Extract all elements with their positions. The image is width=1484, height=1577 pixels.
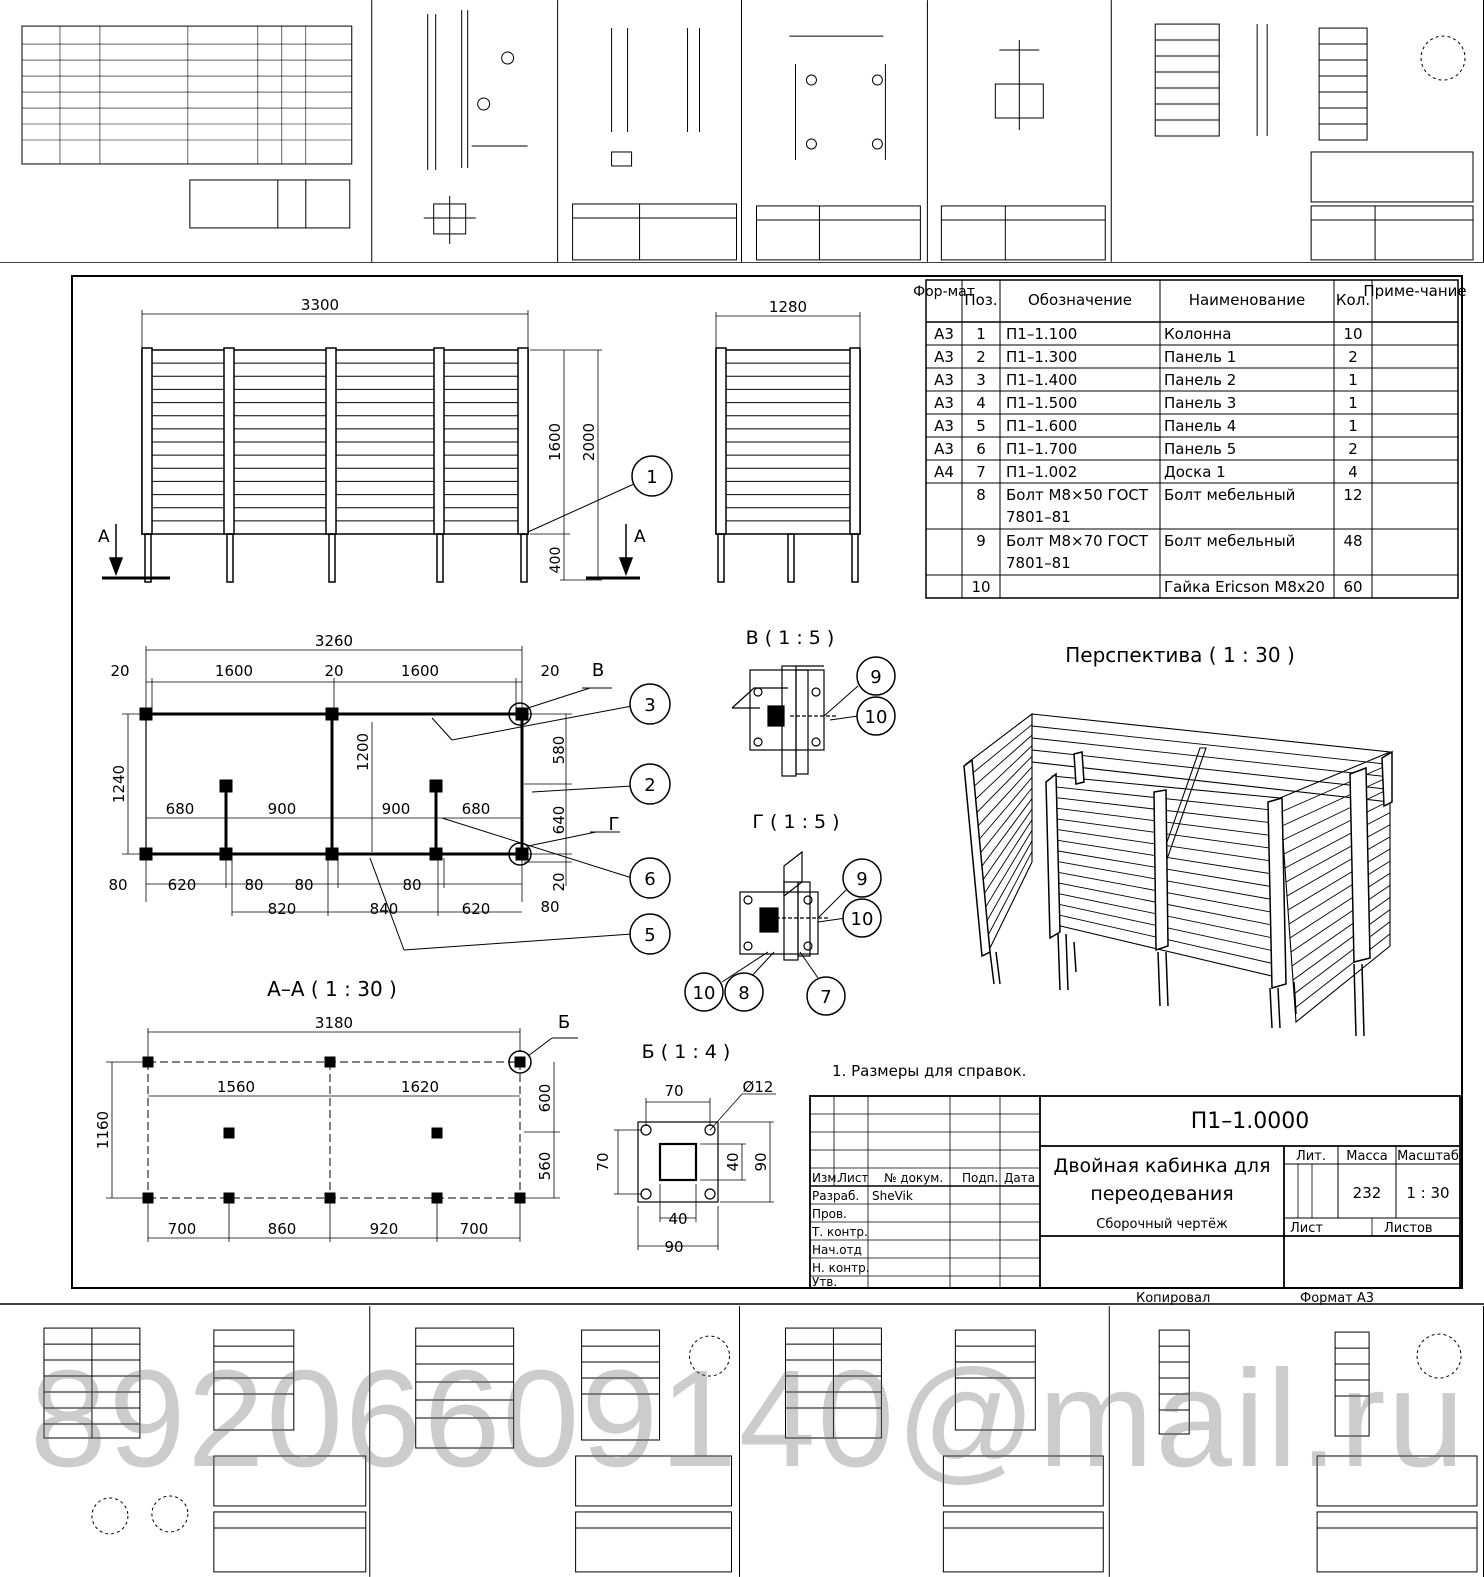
spec-cell-code: П1–1.400: [1006, 371, 1078, 389]
svg-text:580: 580: [550, 735, 568, 765]
svg-text:7: 7: [820, 987, 832, 1008]
svg-text:1240: 1240: [110, 764, 128, 804]
svg-text:840: 840: [369, 900, 399, 918]
spec-cell-format: A3: [934, 348, 954, 366]
spec-cell-name: Панель 4: [1164, 417, 1237, 435]
svg-text:10: 10: [850, 909, 874, 930]
spec-cell-format: A4: [934, 463, 954, 481]
spec-cell-pos: 7: [976, 463, 986, 481]
svg-text:640: 640: [550, 805, 568, 835]
spec-cell-qty: 48: [1343, 532, 1363, 550]
spec-cell-name: Колонна: [1164, 325, 1232, 343]
detail-b-title: Б ( 1 : 4 ): [641, 1041, 731, 1063]
front-dim-leg: 400: [548, 546, 564, 574]
svg-text:Приме-чание: Приме-чание: [1363, 282, 1467, 300]
svg-text:1160: 1160: [94, 1110, 112, 1150]
spec-cell-code: Болт М8×70 ГОСТ 7801–81: [1006, 532, 1149, 572]
drawing-code: П1–1.0000: [1190, 1109, 1310, 1134]
spec-cell-qty: 10: [1343, 325, 1363, 343]
spec-cell-name: Панель 1: [1164, 348, 1237, 366]
spec-cell-name: Панель 5: [1164, 440, 1237, 458]
svg-text:Листов: Листов: [1384, 1221, 1433, 1236]
contact-watermark: 89206609140@mail.ru: [30, 1342, 1467, 1496]
spec-cell-qty: 2: [1348, 440, 1358, 458]
spec-cell-code: П1–1.300: [1006, 348, 1078, 366]
detail-mark-b: Б: [557, 1012, 571, 1033]
detail-v-title: В ( 1 : 5 ): [745, 627, 835, 649]
svg-text:3180: 3180: [314, 1014, 354, 1032]
svg-text:80: 80: [108, 876, 128, 894]
svg-text:20: 20: [540, 662, 560, 680]
spec-cell-name: Болт мебельный: [1164, 486, 1296, 504]
spec-cell-code: П1–1.600: [1006, 417, 1078, 435]
svg-text:90: 90: [664, 1238, 684, 1256]
svg-text:20: 20: [110, 662, 130, 680]
svg-text:820: 820: [267, 900, 297, 918]
spec-cell-name: Болт мебельный: [1164, 532, 1296, 550]
svg-text:1600: 1600: [214, 662, 254, 680]
svg-text:40: 40: [724, 1152, 742, 1172]
svg-text:9: 9: [870, 667, 882, 688]
svg-text:Масса: Масса: [1346, 1149, 1388, 1164]
svg-text:Лист: Лист: [838, 1171, 869, 1185]
spec-cell-format: A3: [934, 371, 954, 389]
svg-text:№ докум.: № докум.: [884, 1171, 944, 1185]
spec-cell-qty: 60: [1343, 578, 1363, 596]
mass-value: 232: [1352, 1184, 1382, 1202]
spec-cell-code: Болт М8×50 ГОСТ 7801–81: [1006, 486, 1149, 526]
spec-cell-pos: 10: [971, 578, 991, 596]
svg-text:700: 700: [459, 1220, 489, 1238]
spec-cell-pos: 4: [976, 394, 986, 412]
drawing-name-line2: переодевания: [1090, 1183, 1234, 1205]
svg-text:9: 9: [856, 869, 868, 890]
svg-text:20: 20: [550, 872, 568, 892]
svg-text:Подп.: Подп.: [962, 1171, 999, 1185]
svg-text:Фор-мат: Фор-мат: [913, 284, 975, 300]
svg-text:Копировал: Копировал: [1136, 1291, 1211, 1306]
svg-text:Ø12: Ø12: [742, 1078, 774, 1096]
drawing-subtitle: Сборочный чертёж: [1096, 1217, 1228, 1232]
svg-text:70: 70: [664, 1082, 684, 1100]
svg-text:80: 80: [294, 876, 314, 894]
svg-text:560: 560: [536, 1151, 554, 1181]
svg-text:3: 3: [644, 695, 656, 716]
svg-text:3260: 3260: [314, 632, 354, 650]
spec-cell-name: Гайка Ericson М8х20: [1164, 578, 1325, 596]
svg-text:Формат А3: Формат А3: [1300, 1291, 1375, 1306]
svg-text:1620: 1620: [400, 1078, 440, 1096]
svg-text:80: 80: [540, 898, 560, 916]
svg-text:80: 80: [402, 876, 422, 894]
thumbnail-strip-top: [0, 0, 1484, 262]
svg-text:40: 40: [668, 1210, 688, 1228]
spec-cell-code: П1–1.500: [1006, 394, 1078, 412]
svg-text:900: 900: [381, 800, 411, 818]
spec-cell-qty: 4: [1348, 463, 1358, 481]
svg-text:Н. контр.: Н. контр.: [812, 1261, 870, 1275]
svg-text:Поз.: Поз.: [964, 291, 998, 309]
side-dim-width: 1280: [768, 298, 808, 316]
front-dim-total-height: 2000: [580, 422, 598, 462]
svg-text:1200: 1200: [354, 732, 372, 772]
svg-text:Пров.: Пров.: [812, 1207, 847, 1221]
spec-cell-pos: 6: [976, 440, 986, 458]
front-dim-panel-height: 1600: [546, 422, 564, 462]
svg-text:700: 700: [167, 1220, 197, 1238]
svg-text:620: 620: [461, 900, 491, 918]
svg-text:Разраб.: Разраб.: [812, 1189, 860, 1203]
detail-mark-v: В: [591, 660, 605, 681]
svg-text:Кол.: Кол.: [1335, 291, 1371, 309]
svg-text:600: 600: [536, 1083, 554, 1113]
detail-mark-g: Г: [608, 814, 620, 835]
spec-cell-qty: 12: [1343, 486, 1363, 504]
spec-cell-format: A3: [934, 417, 954, 435]
spec-cell-format: A3: [934, 440, 954, 458]
drawing-name-line1: Двойная кабинка для: [1053, 1155, 1271, 1177]
svg-text:680: 680: [165, 800, 195, 818]
spec-cell-pos: 3: [976, 371, 986, 389]
svg-text:900: 900: [267, 800, 297, 818]
spec-cell-pos: 1: [976, 325, 986, 343]
svg-text:860: 860: [267, 1220, 297, 1238]
section-mark-left: А: [98, 527, 110, 547]
spec-cell-code: П1–1.700: [1006, 440, 1078, 458]
spec-cell-qty: 1: [1348, 371, 1358, 389]
svg-text:10: 10: [864, 707, 888, 728]
spec-cell-pos: 9: [976, 532, 986, 550]
svg-text:8: 8: [738, 983, 750, 1004]
spec-cell-qty: 1: [1348, 394, 1358, 412]
spec-cell-qty: 2: [1348, 348, 1358, 366]
svg-text:680: 680: [461, 800, 491, 818]
svg-text:Нач.отд: Нач.отд: [812, 1243, 862, 1257]
svg-text:Т. контр.: Т. контр.: [812, 1225, 868, 1239]
svg-text:90: 90: [752, 1152, 770, 1172]
front-dim-width: 3300: [300, 296, 340, 314]
spec-cell-format: A3: [934, 394, 954, 412]
svg-text:Утв.: Утв.: [812, 1275, 838, 1289]
svg-text:1600: 1600: [400, 662, 440, 680]
svg-text:70: 70: [594, 1152, 612, 1172]
developer-name: SheVik: [872, 1189, 913, 1203]
perspective-title: Перспектива ( 1 : 30 ): [1065, 643, 1295, 667]
scale-value: 1 : 30: [1406, 1184, 1450, 1202]
svg-text:Дата: Дата: [1004, 1171, 1036, 1185]
svg-text:Лист: Лист: [1290, 1221, 1323, 1236]
assembly-drawing-sheet: [0, 262, 1484, 1306]
section-mark-right: А: [634, 527, 646, 547]
spec-cell-format: A3: [934, 325, 954, 343]
spec-cell-code: П1–1.002: [1006, 463, 1078, 481]
svg-text:Изм.: Изм.: [812, 1171, 841, 1185]
svg-text:Масштаб: Масштаб: [1397, 1149, 1459, 1164]
svg-text:20: 20: [324, 662, 344, 680]
svg-text:Обозначение: Обозначение: [1027, 291, 1133, 309]
svg-text:6: 6: [644, 869, 656, 890]
detail-g-title: Г ( 1 : 5 ): [752, 811, 840, 833]
spec-cell-name: Панель 3: [1164, 394, 1237, 412]
svg-text:Лит.: Лит.: [1296, 1149, 1326, 1164]
reference-note: 1. Размеры для справок.: [832, 1062, 1027, 1080]
svg-text:2: 2: [644, 775, 656, 796]
svg-text:5: 5: [644, 925, 656, 946]
svg-text:1: 1: [646, 467, 658, 488]
spec-cell-name: Панель 2: [1164, 371, 1237, 389]
spec-cell-pos: 2: [976, 348, 986, 366]
spec-cell-qty: 1: [1348, 417, 1358, 435]
svg-text:1560: 1560: [216, 1078, 256, 1096]
spec-cell-code: П1–1.100: [1006, 325, 1078, 343]
svg-text:80: 80: [244, 876, 264, 894]
spec-cell-pos: 8: [976, 486, 986, 504]
svg-text:Наименование: Наименование: [1188, 291, 1306, 309]
svg-text:10: 10: [692, 983, 716, 1004]
svg-text:920: 920: [369, 1220, 399, 1238]
spec-cell-pos: 5: [976, 417, 986, 435]
spec-cell-name: Доска 1: [1164, 463, 1226, 481]
section-aa-title: А–А ( 1 : 30 ): [267, 977, 397, 1001]
svg-text:620: 620: [167, 876, 197, 894]
